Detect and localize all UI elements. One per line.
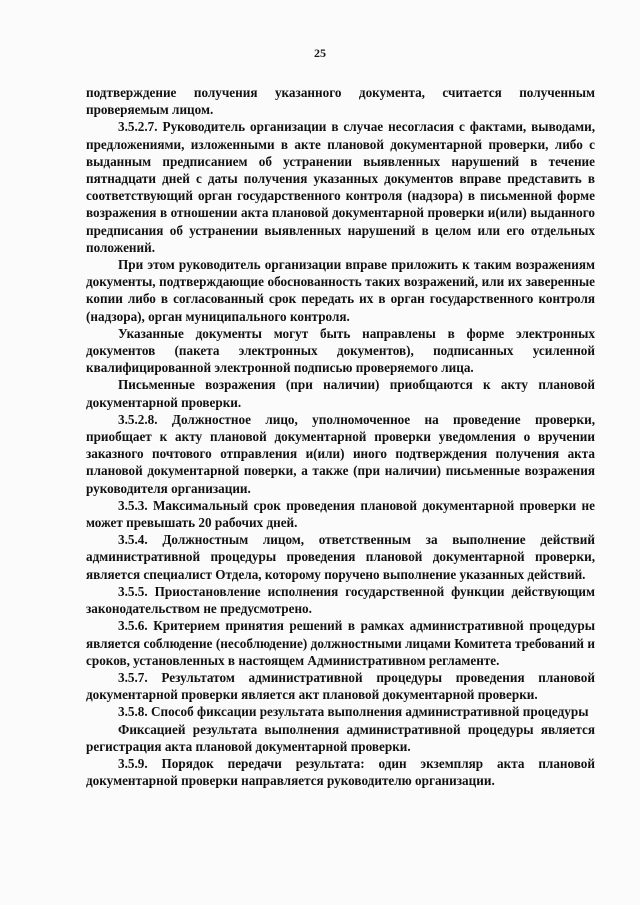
paragraph: 3.5.4. Должностным лицом, ответственным за выполнение действий административной процедуры проведения плановой документарной проверки, является специалист Отдела, которому поручено выполнение указанных действий.: [86, 532, 595, 582]
paragraph: При этом руководитель организации вправе приложить к таким возражениям документы, подтверждающие обоснованность таких возражений, или их заверенные копии либо в согласованный срок передать их в орган государственного контроля (надзора), орган муниципального контроля.: [86, 257, 595, 324]
paragraph: 3.5.9. Порядок передачи результата: один экземпляр акта плановой документарной проверки направляется руководителю организации.: [86, 755, 595, 789]
paragraph: 3.5.7. Результатом административной процедуры проведения плановой документарной проверки является акт плановой документарной проверки.: [86, 669, 595, 703]
document-body: [86, 84, 595, 789]
paragraph: 3.5.8. Способ фиксации результата выполнения административной процедуры: [118, 704, 589, 720]
paragraph: подтверждение получения указанного документа, считается полученным проверяемым лицом.: [86, 85, 595, 118]
paragraph: Письменные возражения (при наличии) приобщаются к акту плановой документарной проверки.: [86, 377, 595, 410]
paragraph: 3.5.6. Критерием принятия решений в рамках административной процедуры является соблюдение (несоблюдение) должностными лицами Комитета требований и сроков, установленных в настоящем Административном регламенте.: [86, 618, 595, 668]
paragraph: 3.5.2.7. Руководитель организации в случае несогласия с фактами, выводами, предложениями, изложенными в акте плановой документарной проверки, либо с выданным предписанием об устранении выявленных нарушений в течение пятнадцати дней с даты получения указанных документов вправе представить в соответствующий орган государственного контроля (надзора) в письменной форме возражения в отношении акта плановой документарной проверки и(или) выданного предписания об устранении выявленных нарушений в целом или его отдельных положений.: [86, 119, 595, 255]
paragraph: Фиксацией результата выполнения административной процедуры является регистрация акта плановой документарной проверки.: [86, 721, 595, 754]
paragraph: Указанные документы могут быть направлены в форме электронных документов (пакета электронных документов), подписанных усиленной квалифицированной электронной подписью проверяемого лица.: [86, 325, 595, 376]
paragraph: 3.5.3. Максимальный срок проведения плановой документарной проверки не может превышать 20 рабочих дней.: [86, 497, 595, 531]
page-number: 25: [314, 46, 326, 60]
paragraph: 3.5.5. Приостановление исполнения государственной функции действующим законодательством не предусмотрено.: [86, 583, 595, 617]
paragraph: 3.5.2.8. Должностное лицо, уполномоченное на проведение проверки, приобщает к акту плановой документарной проверки уведомления о вручении заказного почтового отправления и(или) иного подтверждения получения акта плановой документарной поверки, а также (при наличии) письменные возражения руководителя организации.: [86, 411, 595, 496]
